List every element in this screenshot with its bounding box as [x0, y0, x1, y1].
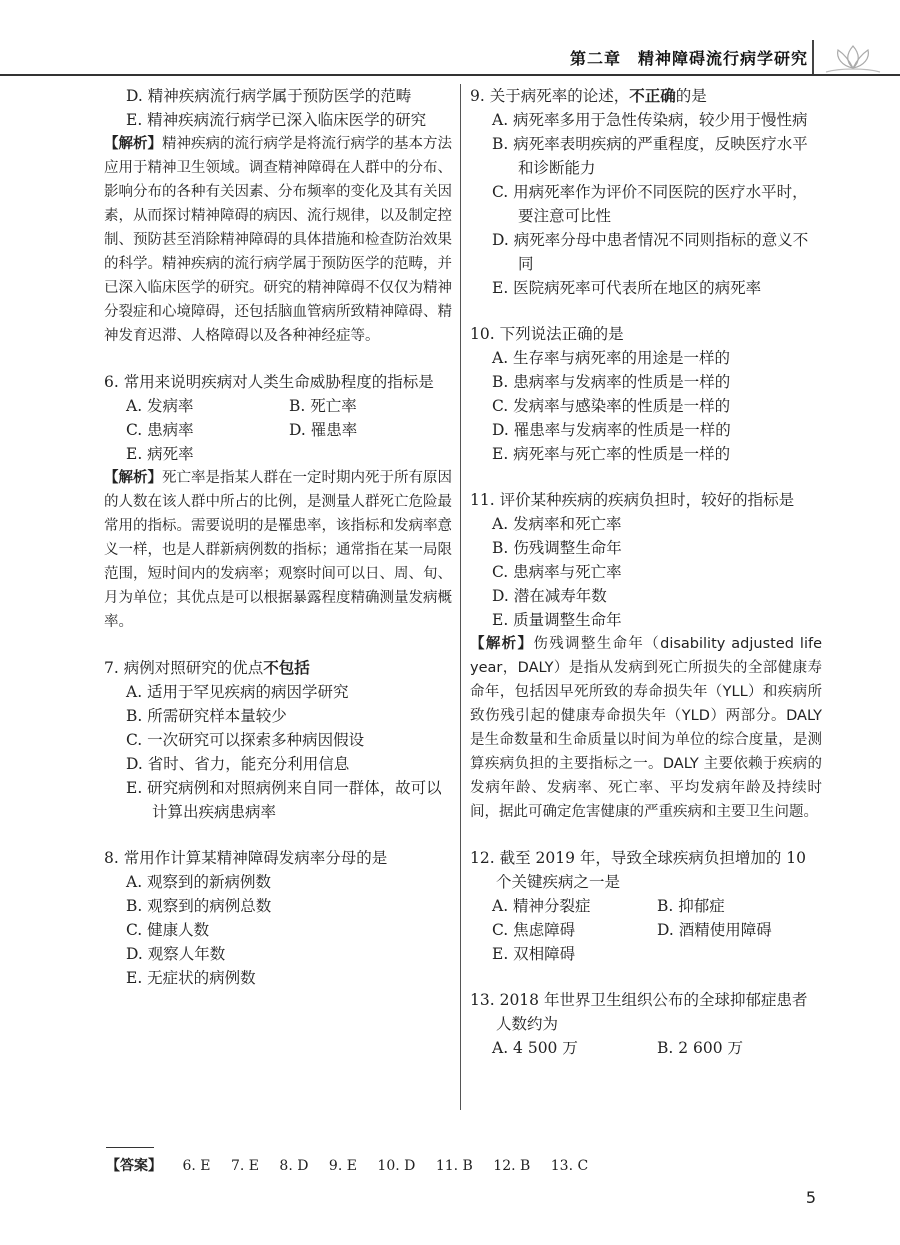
- option: E. 医院病死率可代表所在地区的病死率: [492, 279, 762, 297]
- option: B. 伤残调整生命年: [492, 539, 622, 557]
- analysis: [104, 132, 452, 348]
- option: D. 精神疾病流行病学属于预防医学的范畴: [126, 87, 412, 105]
- option: C. 用病死率作为评价不同医院的医疗水平时，要注意可比性: [492, 183, 808, 225]
- right-column: [470, 84, 822, 1082]
- option: B. 病死率表明疾病的严重程度，反映医疗水平和诊断能力: [492, 135, 808, 177]
- option: C. 患病率与死亡率: [492, 563, 622, 581]
- option: A. 发病率和死亡率: [492, 515, 622, 533]
- option: D. 罹患率: [289, 421, 358, 439]
- answer-rule: [106, 1147, 154, 1148]
- option: A. 4 500 万: [492, 1039, 578, 1057]
- answer-item: 13. C: [550, 1158, 589, 1174]
- option: C. 健康人数: [126, 921, 210, 939]
- option: A. 病死率多用于急性传染病，较少用于慢性病: [492, 111, 808, 129]
- option: E. 病死率: [126, 445, 194, 463]
- analysis-tag: 【解析】: [104, 470, 162, 486]
- answer-item: 8. D: [279, 1158, 309, 1174]
- question-13: [470, 988, 822, 1060]
- answer-item: 10. D: [377, 1158, 416, 1174]
- page-number: 5: [805, 1188, 816, 1207]
- option: B. 观察到的病例总数: [126, 897, 272, 915]
- answer-item: 12. B: [493, 1158, 531, 1174]
- option: E. 无症状的病例数: [126, 969, 256, 987]
- option: A. 生存率与病死率的用途是一样的: [492, 349, 731, 367]
- question-7: [104, 656, 452, 824]
- header-rule: [0, 74, 900, 76]
- chapter-title: 第二章 精神障碍流行病学研究: [569, 49, 808, 68]
- column-divider: [460, 84, 461, 1110]
- option: B. 2 600 万: [657, 1039, 744, 1057]
- question-12: [470, 846, 822, 966]
- answer-key: [106, 1155, 604, 1175]
- lotus-logo-icon: [818, 38, 888, 78]
- left-column: [104, 84, 452, 1012]
- option: C. 一次研究可以探索多种病因假设: [126, 731, 365, 749]
- question-stem: 12. 截至 2019 年，导致全球疾病负担增加的 10 个关键疾病之一是: [470, 849, 807, 891]
- question-9: [470, 84, 822, 300]
- stem-text: 9. 关于病死率的论述，: [470, 87, 630, 105]
- analysis: [104, 466, 452, 634]
- answer-tag: 【答案】: [106, 1158, 162, 1174]
- option: D. 罹患率与发病率的性质是一样的: [492, 421, 731, 439]
- stem-text: 的是: [675, 87, 707, 105]
- analysis-text: 死亡率是指某人群在一定时期内死于所有原因的人数在该人群中所占的比例，是测量人群死亡危险最常用的指标。需要说明的是罹患率，该指标和发病率意义一样，也是人群新病例数的指标；通常指在某一局限范围，短时间内的发病率；观察时间可以日、周、旬、月为单位；其优点是可以根据暴露程度精确测量发病概率。: [104, 470, 452, 630]
- question-stem: 6. 常用来说明疾病对人类生命威胁程度的指标是: [104, 373, 434, 391]
- question-8: [104, 846, 452, 990]
- answer-item: 11. B: [435, 1158, 473, 1174]
- option: C. 发病率与感染率的性质是一样的: [492, 397, 731, 415]
- question-stem: 8. 常用作计算某精神障碍发病率分母的是: [104, 849, 388, 867]
- option: D. 病死率分母中患者情况不同则指标的意义不同: [492, 231, 809, 273]
- question-stem: 13. 2018 年世界卫生组织公布的全球抑郁症患者人数约为: [470, 991, 808, 1033]
- analysis-text: 伤残调整生命年（disability adjusted life year，DALY）是指从发病到死亡所损失的全部健康寿命年，包括因早死所致的寿命损失年（YLL）和疾病所致伤残引起的健康寿命损失年（YLD）两部分。DALY 是生命数量和生命质量以时间为单位的综合度量，是测算疾病负担的主要指标之一。DALY 主要依赖于疾病的发病年龄、发病率、死亡率、平均发病年龄及持续时间，据此可确定危害健康的严重疾病和主要卫生问题。: [470, 636, 823, 820]
- question-stem: 10. 下列说法正确的是: [470, 325, 624, 343]
- option: A. 发病率: [126, 397, 194, 415]
- option: E. 研究病例和对照病例来自同一群体，故可以计算出疾病患病率: [126, 779, 442, 821]
- option: C. 焦虑障碍: [492, 921, 576, 939]
- option: B. 所需研究样本量较少: [126, 707, 287, 725]
- analysis-text: 精神疾病的流行病学是将流行病学的基本方法应用于精神卫生领域。调查精神障碍在人群中的分布、影响分布的各种有关因素、分布频率的变化及其有关因素，从而探讨精神障碍的病因、流行规律，以及制定控制、预防甚至消除精神障碍的具体措施和检查防治效果的科学。精神疾病的流行病学属于预防医学的范畴，并已深入临床医学的研究。研究的精神障碍不仅仅为精神分裂症和心境障碍，还包括脑血管病所致精神障碍、精神发育迟滞、人格障碍以及各种神经症等。: [104, 136, 452, 344]
- option: E. 质量调整生命年: [492, 611, 622, 629]
- question-stem: 11. 评价某种疾病的疾病负担时，较好的指标是: [470, 491, 795, 509]
- answer-item: 9. E: [328, 1158, 357, 1174]
- question-stem: [104, 656, 452, 680]
- option: D. 酒精使用障碍: [657, 921, 772, 939]
- option: E. 双相障碍: [492, 945, 576, 963]
- option: B. 患病率与发病率的性质是一样的: [492, 373, 731, 391]
- analysis-tag: 【解析】: [104, 136, 162, 152]
- stem-emphasis: 不包括: [263, 658, 310, 677]
- option: B. 死亡率: [289, 397, 357, 415]
- header-separator: [812, 40, 814, 74]
- question-10: [470, 322, 822, 466]
- analysis: [470, 632, 822, 824]
- option: A. 适用于罕见疾病的病因学研究: [126, 683, 349, 701]
- question-6: [104, 370, 452, 634]
- answer-item: 6. E: [182, 1158, 211, 1174]
- stem-text: 7. 病例对照研究的优点: [104, 659, 264, 677]
- option: D. 省时、省力，能充分利用信息: [126, 755, 350, 773]
- option: A. 精神分裂症: [492, 897, 591, 915]
- option: D. 观察人年数: [126, 945, 226, 963]
- question-11: [470, 488, 822, 824]
- option: A. 观察到的新病例数: [126, 873, 272, 891]
- analysis-tag: 【解析】: [470, 636, 534, 652]
- option: B. 抑郁症: [657, 897, 725, 915]
- question-5-continuation: [104, 84, 452, 348]
- answer-item: 7. E: [230, 1158, 259, 1174]
- option: E. 精神疾病流行病学已深入临床医学的研究: [126, 111, 427, 129]
- stem-emphasis: 不正确: [629, 86, 676, 105]
- question-stem: [470, 84, 822, 108]
- option: D. 潜在减寿年数: [492, 587, 607, 605]
- option: C. 患病率: [126, 421, 194, 439]
- option: E. 病死率与死亡率的性质是一样的: [492, 445, 731, 463]
